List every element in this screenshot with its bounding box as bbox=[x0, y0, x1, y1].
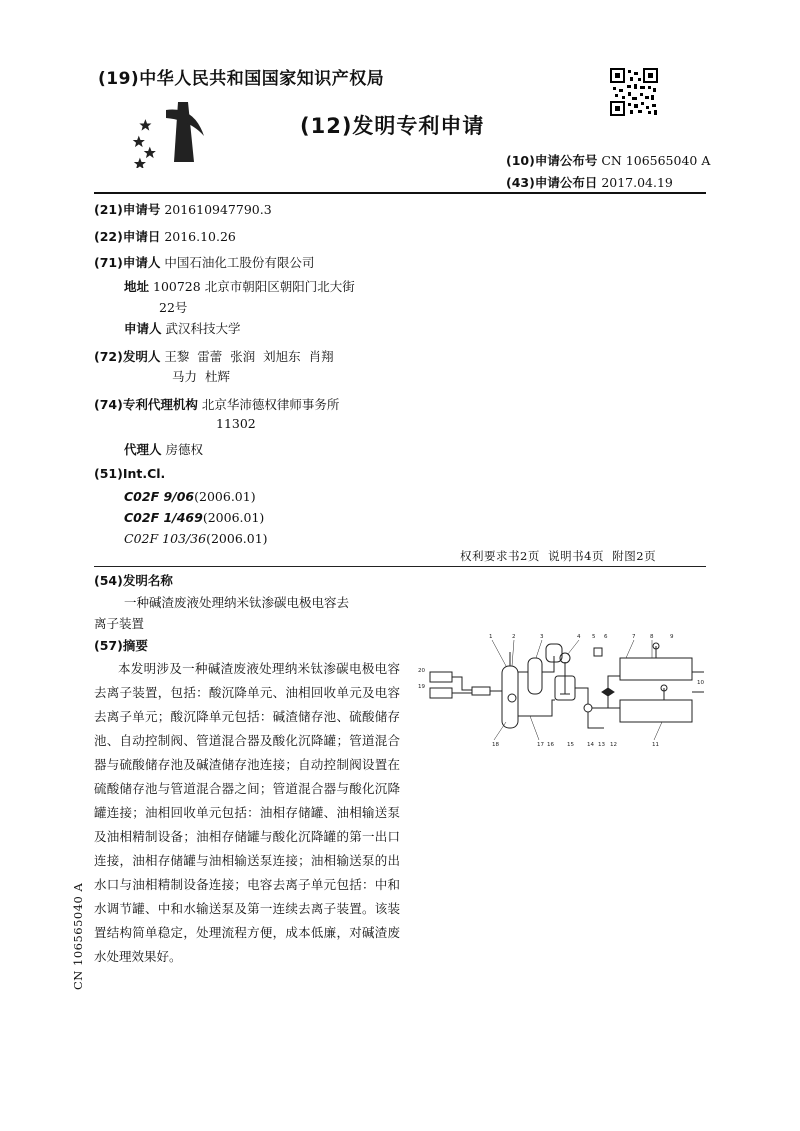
invention-title-line-2: 离子装置 bbox=[94, 616, 145, 631]
figure-label-right: 10 bbox=[697, 680, 704, 686]
applicant-row bbox=[94, 253, 314, 271]
figure-label-top: 8 bbox=[650, 634, 654, 640]
address-line-1: 100728 北京市朝阳区朝阳门北大街 bbox=[153, 279, 355, 294]
inventors-row bbox=[94, 347, 334, 365]
header-divider bbox=[94, 192, 706, 194]
ipc-code: C02F 9/06 bbox=[124, 489, 195, 504]
control-box bbox=[594, 648, 602, 656]
agency-label: (74)专利代理机构 bbox=[94, 397, 198, 412]
figure-label-bottom: 13 bbox=[598, 742, 605, 748]
abstract-label-row bbox=[94, 636, 148, 654]
address-line-2: 22号 bbox=[159, 300, 188, 315]
ipc-entry bbox=[124, 510, 264, 525]
figure-label-bottom: 15 bbox=[567, 742, 574, 748]
page-counts: 权利要求书2页 说明书4页 附图2页 bbox=[460, 549, 657, 563]
title-label: (54)发明名称 bbox=[94, 573, 173, 588]
figure-label-bottom: 12 bbox=[610, 742, 617, 748]
ipc-heading: (51)Int.Cl. bbox=[94, 466, 166, 481]
publication-number-line bbox=[506, 151, 710, 169]
agency-name: 北京华沛德权律师事务所 bbox=[201, 397, 340, 412]
applicant-2-label: 申请人 bbox=[124, 321, 162, 336]
inventors-line-2: 马力 杜辉 bbox=[172, 369, 230, 384]
figure-label-left: 20 bbox=[418, 668, 425, 674]
application-date-label: (22)申请日 bbox=[94, 229, 161, 244]
figure-label-bottom: 17 bbox=[537, 742, 544, 748]
figure-label-top: 2 bbox=[512, 634, 516, 640]
inventors-label: (72)发明人 bbox=[94, 349, 161, 364]
application-number: 201610947790.3 bbox=[164, 202, 272, 217]
ipc-version: (2006.01) bbox=[202, 510, 265, 525]
ipc-label bbox=[94, 466, 165, 481]
abstract-label: (57)摘要 bbox=[94, 638, 148, 653]
agent-label: 代理人 bbox=[124, 442, 162, 457]
figure-label-top: 4 bbox=[577, 634, 581, 640]
figure-label-bottom: 16 bbox=[547, 742, 554, 748]
applicant-name: 中国石油化工股份有限公司 bbox=[164, 255, 315, 270]
inventors-line-1: 王黎 雷蕾 张润 刘旭东 肖翔 bbox=[164, 349, 334, 364]
figure-label-bottom: 11 bbox=[652, 742, 659, 748]
biblio-divider bbox=[94, 566, 706, 567]
figure-label-bottom: 14 bbox=[587, 742, 594, 748]
ipc-entry bbox=[124, 531, 268, 546]
oil-storage-vessel bbox=[528, 658, 542, 694]
applicant-label: (71)申请人 bbox=[94, 255, 161, 270]
ipc-code: C02F 1/469 bbox=[124, 510, 203, 525]
process-diagram bbox=[412, 632, 712, 752]
invention-title-line-1: 一种碱渣废液处理纳米钛渗碳电极电容去 bbox=[124, 595, 350, 610]
title-label-row bbox=[94, 571, 173, 589]
pump-icon bbox=[584, 704, 592, 712]
agency-row bbox=[94, 395, 339, 413]
ipc-version: (2006.01) bbox=[194, 489, 256, 504]
publication-date-line bbox=[506, 173, 673, 191]
figure-label-top: 9 bbox=[670, 634, 674, 640]
agency-code: 11302 bbox=[216, 416, 256, 431]
application-date-row bbox=[94, 227, 236, 245]
figure-label-top: 6 bbox=[604, 634, 608, 640]
publication-number-label: (10)申请公布号 bbox=[506, 153, 598, 168]
document-type: (12)发明专利申请 bbox=[300, 114, 485, 138]
figure-label-top: 1 bbox=[489, 634, 493, 640]
ipc-code: C02F 103/36 bbox=[124, 531, 207, 546]
application-number-row bbox=[94, 200, 272, 218]
figure-label-top: 5 bbox=[592, 634, 596, 640]
deionization-unit-1 bbox=[620, 658, 692, 680]
agent-name: 房德权 bbox=[165, 442, 204, 457]
cnipa-emblem-icon bbox=[130, 96, 210, 168]
alkali-residue-tank-box bbox=[430, 672, 452, 682]
application-number-label: (21)申请号 bbox=[94, 202, 161, 217]
figure-label-bottom: 18 bbox=[492, 742, 499, 748]
publication-number: CN 106565040 A bbox=[601, 153, 711, 168]
publication-date: 2017.04.19 bbox=[601, 175, 673, 190]
figure-label-top: 3 bbox=[540, 634, 544, 640]
applicant-2-row bbox=[124, 319, 241, 337]
pipe-mixer-box bbox=[472, 687, 490, 695]
ipc-entry bbox=[124, 489, 256, 504]
abstract-text: 本发明涉及一种碱渣废液处理纳米钛渗碳电极电容去离子装置，包括：酸沉降单元、油相回收单元及电容去离子单元；酸沉降单元包括：碱渣储存池、硫酸储存池、自动控制阀、管道混合器及酸化沉降罐；管道混合器与硫酸储存池及碱渣储存池连接；自动控制阀设置在硫酸储存池与管道混合器之间；管道混合器与酸化沉降罐连接；油相回收单元包括：油相存储罐、油相输送泵及油相精制设备；油相存储罐与酸化沉降罐的第一出口连接，油相存储罐与油相输送泵连接；油相输送泵的出水口与油相精制设备连接；电容去离子单元包括：中和水调节罐、中和水输送泵及第一连续去离子装置。该装置结构简单稳定，处理流程方便，成本低廉，对碱渣废水处理效果好。 bbox=[94, 661, 400, 964]
figure-label-top: 7 bbox=[632, 634, 636, 640]
side-publication-number: CN 106565040 A bbox=[71, 882, 85, 990]
figure-label-left: 19 bbox=[418, 684, 425, 690]
applicant-2-name: 武汉科技大学 bbox=[165, 321, 241, 336]
qr-code-icon bbox=[610, 68, 658, 116]
address-row bbox=[124, 277, 355, 295]
ipc-version: (2006.01) bbox=[206, 531, 268, 546]
agent-row bbox=[124, 440, 203, 458]
application-date: 2016.10.26 bbox=[164, 229, 236, 244]
pump-icon bbox=[508, 694, 516, 702]
deionization-unit-2 bbox=[620, 700, 692, 722]
address-label: 地址 bbox=[124, 279, 150, 294]
office-name: (19)中华人民共和国国家知识产权局 bbox=[98, 69, 385, 89]
sulfuric-acid-tank-box bbox=[430, 688, 452, 698]
publication-date-label: (43)申请公布日 bbox=[506, 175, 598, 190]
